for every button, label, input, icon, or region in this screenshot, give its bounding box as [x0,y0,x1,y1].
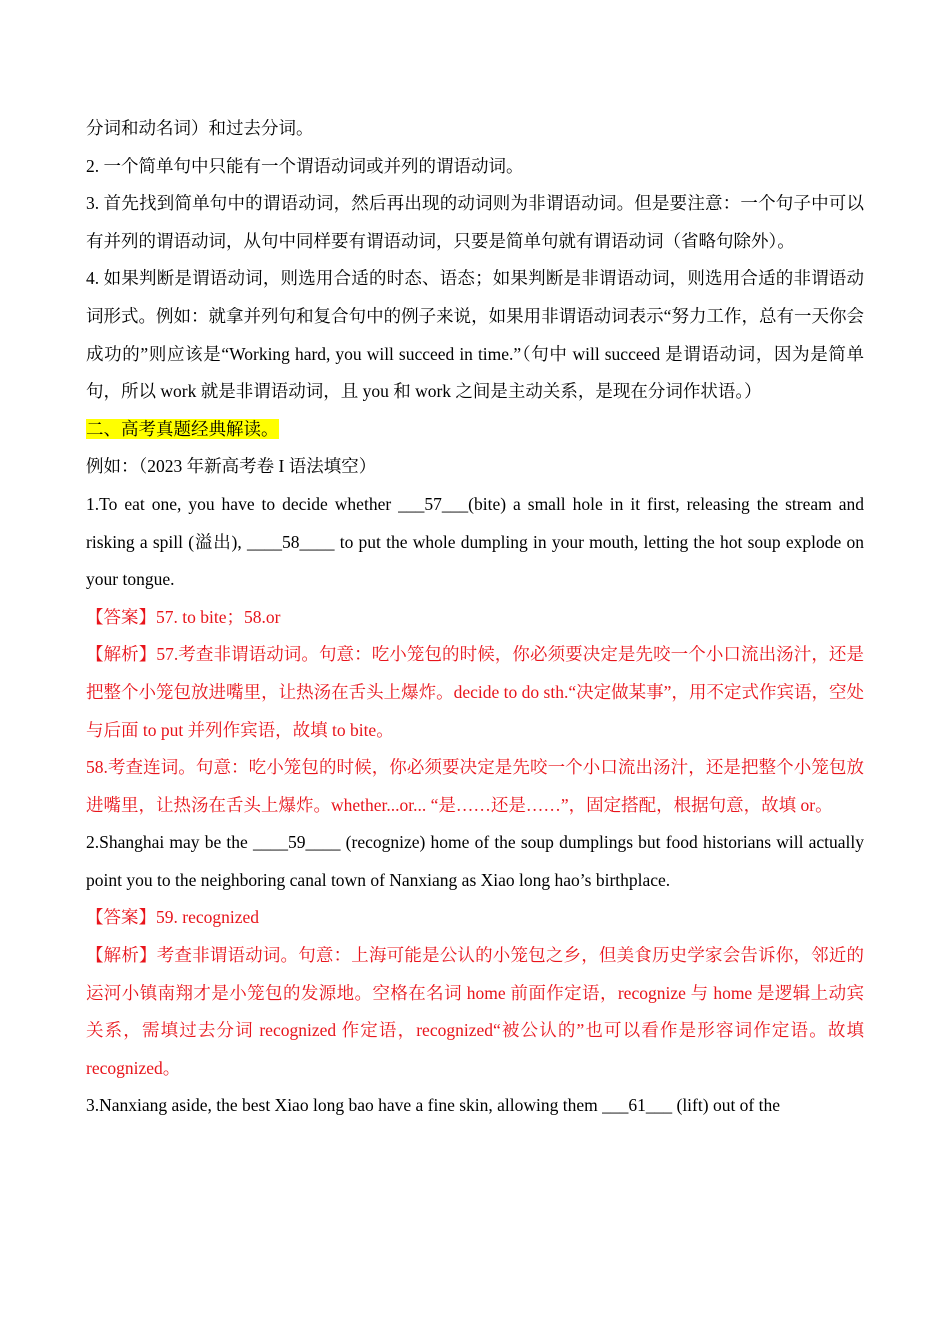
question-1-analysis-58: 58.考查连词。句意：吃小笼包的时候，你必须要决定是先咬一个小口流出汤汁，还是把整个小笼包放进嘴里，让热汤在舌头上爆炸。whether...or... “是……还是……”，固定搭配，根据句意，故填 or。 [86,757,864,815]
question-2: 2.Shanghai may be the ____59____ (recognize) home of the soup dumplings but food historians will actually point you to the neighboring canal town of Nanxiang as Xiao long hao’s birthplace. [86,832,864,890]
document-body [86,110,864,1125]
example-intro: 例如：（2023 年新高考卷 I 语法填空） [86,456,377,477]
question-1: 1.To eat one, you have to decide whether ___57___(bite) a small hole in it first, releasing the stream and risking a spill (溢出), ____58____ to put the whole dumpling in your mouth, letting the hot soup explode on your tongue. [86,493,864,590]
question-3: 3.Nanxiang aside, the best Xiao long bao have a fine skin, allowing them ___61___ (lift) out of the [86,1095,781,1116]
section-heading [86,411,864,449]
question-1-answer: 【答案】57. to bite；58.or [86,606,281,627]
section-heading-highlight: 二、高考真题经典解读。 [86,418,279,439]
paragraph-participle-continuation: 分词和动名词）和过去分词。 [86,118,314,138]
rule-4: 4. 如果判断是谓语动词，则选用合适的时态、语态；如果判断是非谓语动词，则选用合适的非谓语动词形式。例如：就拿并列句和复合句中的例子来说，如果用非谓语动词表示“努力工作，总有一天你会成功的”则应该是“Working hard, you will succeed in time.”（句中 will succeed 是谓语动词，因为是简单句，所以 work 就是非谓语动词，且 you 和 work 之间是主动关系，是现在分词作状语。） [86,268,864,402]
question-2-answer: 【答案】59. recognized [86,907,260,928]
question-1-analysis-57: 【解析】57.考查非谓语动词。句意：吃小笼包的时候，你必须要决定是先咬一个小口流出汤汁，还是把整个小笼包放进嘴里，让热汤在舌头上爆炸。decide to do sth.“决定做某事”，用不定式作宾语，空处与后面 to put 并列作宾语，故填 to bite。 [86,644,864,740]
question-2-analysis: 【解析】考查非谓语动词。句意：上海可能是公认的小笼包之乡，但美食历史学家会告诉你，邻近的运河小镇南翔才是小笼包的发源地。空格在名词 home 前面作定语，recognize 与 home 是逻辑上动宾关系，需填过去分词 recognized 作定语，recognized“被公认的”也可以看作是形容词作定语。故填 recognized。 [86,945,864,1078]
rule-3: 3. 首先找到简单句中的谓语动词，然后再出现的动词则为非谓语动词。但是要注意：一个句子中可以有并列的谓语动词，从句中同样要有谓语动词，只要是简单句就有谓语动词（省略句除外）。 [86,193,864,251]
rule-2: 2. 一个简单句中只能有一个谓语动词或并列的谓语动词。 [86,155,524,176]
